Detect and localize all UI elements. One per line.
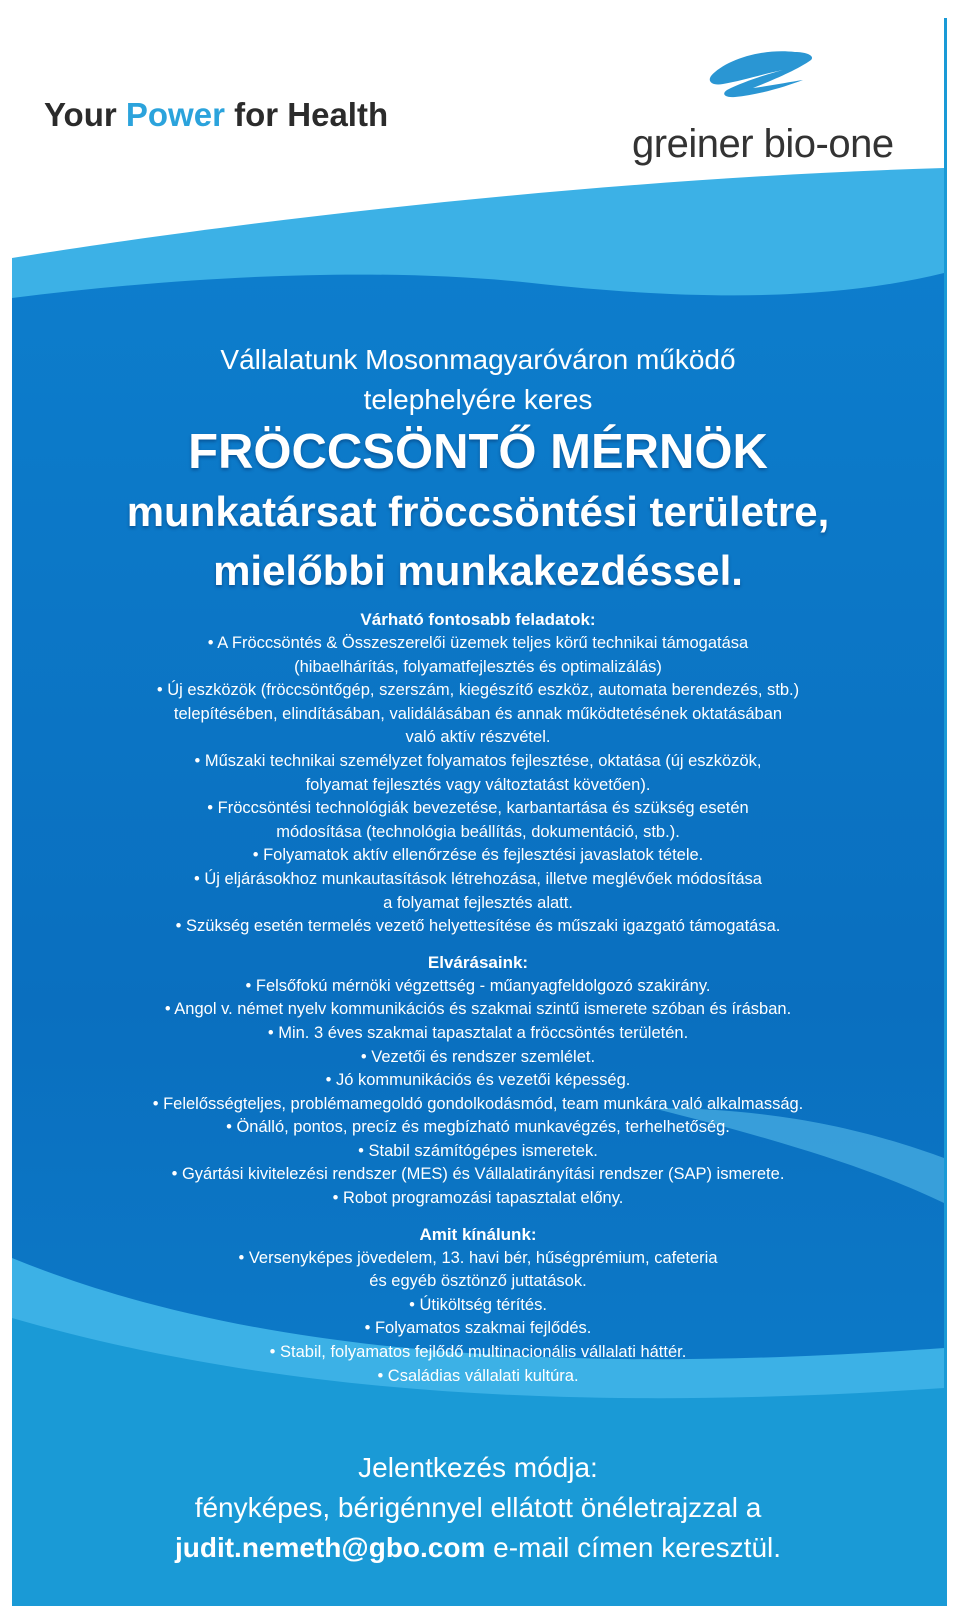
list-item: • Önálló, pontos, precíz és megbízható munkavégzés, terhelhetőség. xyxy=(226,1118,730,1137)
list-item: • Robot programozási tapasztalat előny. xyxy=(332,1189,624,1208)
list-item: • Angol v. német nyelv kommunikációs és szakmai szintű ismerete szóban és írásban. xyxy=(164,1000,792,1019)
list-item: • Versenyképes jövedelem, 13. havi bér, hűségprémium, cafeteria xyxy=(238,1248,718,1267)
apply-email-line xyxy=(12,1528,944,1568)
list-item: a folyamat fejlesztés alatt. xyxy=(383,893,573,912)
list-item: • Műszaki technikai személyzet folyamatos fejlesztése, oktatása (új eszközök, xyxy=(194,751,762,770)
list-item: • Stabil, folyamatos fejlődő multinacionális vállalati háttér. xyxy=(269,1343,687,1362)
requirements-heading: Elvárásaink: xyxy=(427,952,529,972)
subtitle-line-2: mielőbbi munkakezdéssel. xyxy=(213,547,743,594)
list-item: • Új eszközök (fröccsöntőgép, szerszám, kiegészítő eszköz, automata berendezés, stb.) xyxy=(156,681,800,700)
list-item: és egyéb ösztönző juttatások. xyxy=(369,1272,587,1291)
ad-content xyxy=(12,340,944,1388)
job-title: FRÖCCSÖNTŐ MÉRNÖK xyxy=(188,425,768,479)
intro-line-2: telephelyére keres xyxy=(363,384,593,415)
offer-heading: Amit kínálunk: xyxy=(419,1224,537,1244)
greiner-swoosh-logo-icon xyxy=(707,46,817,106)
job-poster xyxy=(12,18,947,1606)
tasks-heading: Várható fontosabb feladatok: xyxy=(360,610,596,629)
application-info xyxy=(12,1448,944,1568)
list-item: • Gyártási kivitelezési rendszer (MES) és Vállalatirányítási rendszer (SAP) ismerete. xyxy=(171,1165,785,1184)
list-item: való aktív részvétel. xyxy=(405,728,551,747)
tagline-part1: Your xyxy=(44,96,126,133)
list-item: • Útiköltség térítés. xyxy=(409,1295,547,1314)
intro-line-1: Vállalatunk Mosonmagyaróváron működő xyxy=(220,344,736,375)
list-item: • Felelősségteljes, problémamegoldó gondolkodásmód, team munkára való alkalmasság. xyxy=(152,1094,804,1113)
list-item: (hibaelhárítás, folyamatfejlesztés és optimalizálás) xyxy=(294,657,662,676)
apply-email-suffix: e-mail címen keresztül. xyxy=(485,1532,782,1563)
list-item: • Fröccsöntési technológiák bevezetése, karbantartása és szükség esetén xyxy=(207,799,749,818)
email-link[interactable]: judit.nemeth@gbo.com xyxy=(174,1532,486,1563)
list-item: • Vezetői és rendszer szemlélet. xyxy=(360,1047,596,1066)
apply-heading: Jelentkezés módja: xyxy=(358,1452,598,1483)
tasks-list xyxy=(12,632,944,939)
list-item: • Stabil számítógépes ismeretek. xyxy=(358,1141,598,1160)
offer-list xyxy=(12,1247,944,1389)
company-logo-text: greiner bio-one xyxy=(632,122,894,166)
list-item: módosítása (technológia beállítás, dokumentáció, stb.). xyxy=(276,822,680,841)
list-item: • A Fröccsöntés & Összeszerelői üzemek teljes körű technikai támogatása xyxy=(207,634,749,652)
list-item: • Új eljárásokhoz munkautasítások létrehozása, illetve meglévőek módosítása xyxy=(194,869,762,888)
tagline-accent: Power xyxy=(125,96,225,133)
list-item: • Jó kommunikációs és vezetői képesség. xyxy=(325,1071,631,1090)
list-item: • Felsőfokú mérnöki végzettség - műanyagfeldolgozó szakirány. xyxy=(245,976,711,995)
list-item: • Min. 3 éves szakmai tapasztalat a fröccsöntés területén. xyxy=(267,1023,689,1042)
tagline xyxy=(44,96,388,134)
list-item: • Folyamatos szakmai fejlődés. xyxy=(364,1319,592,1338)
list-item: folyamat fejlesztés vagy változtatást követően). xyxy=(305,775,651,794)
list-item: • Családias vállalati kultúra. xyxy=(377,1366,579,1385)
list-item: • Szükség esetén termelés vezető helyettesítése és műszaki igazgató támogatása. xyxy=(175,917,781,936)
subtitle-line-1: munkatársat fröccsöntési területre, xyxy=(126,488,830,535)
requirements-list xyxy=(12,975,944,1211)
list-item: telepítésében, elindításában, validálásában és annak működtetésének oktatásában xyxy=(173,704,783,723)
tagline-part2: for Health xyxy=(224,96,389,133)
list-item: • Folyamatok aktív ellenőrzése és fejlesztési javaslatok tétele. xyxy=(252,846,704,865)
apply-instructions: fényképes, bérigénnyel ellátott önéletrajzzal a xyxy=(194,1492,762,1523)
